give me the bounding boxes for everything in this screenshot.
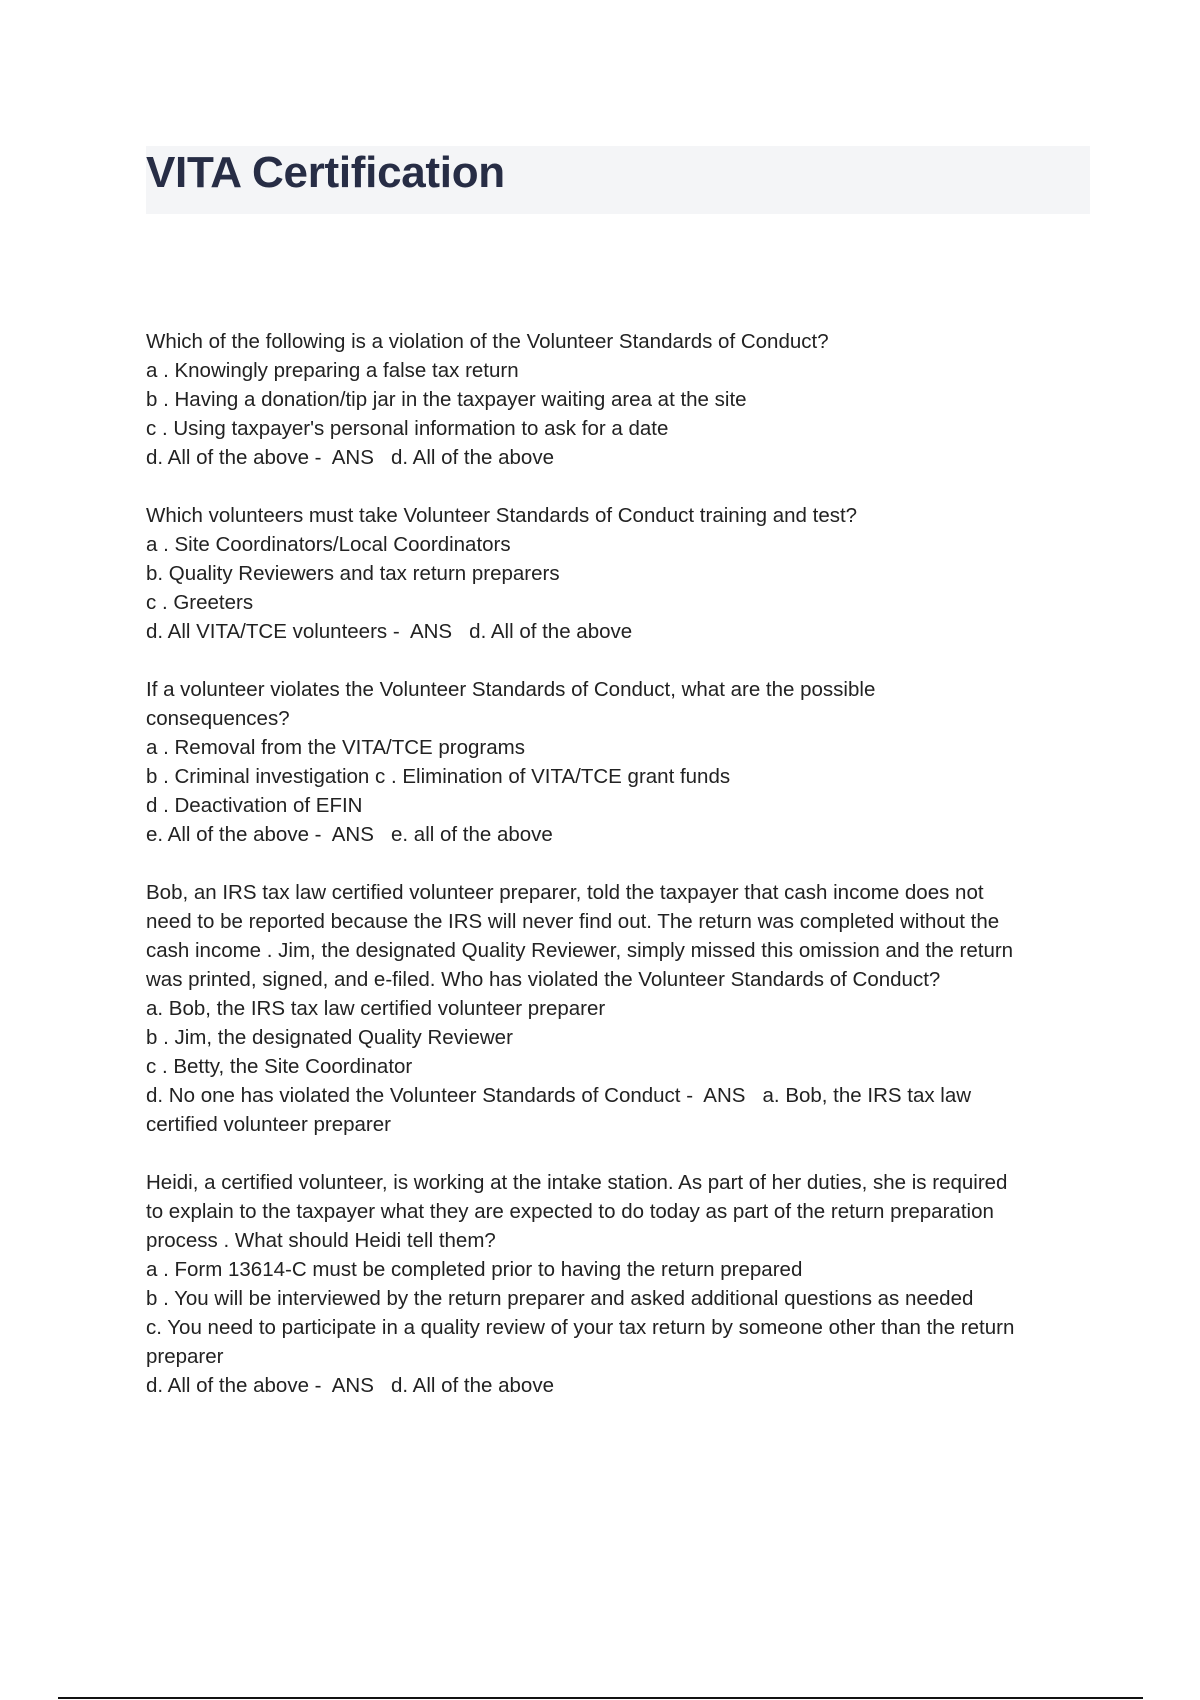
question-block [146, 675, 1096, 849]
question-text: Which volunteers must take Volunteer Standards of Conduct training and test? [146, 504, 858, 527]
answer-option: a . Site Coordinators/Local Coordinators [146, 533, 511, 556]
answer-option: b. Quality Reviewers and tax return preparers [146, 562, 560, 585]
question-block [146, 878, 1096, 1139]
question-list [146, 327, 1096, 1429]
answer-key: d. All VITA/TCE volunteers - ANS d. All of the above [146, 620, 633, 643]
question-text: was printed, signed, and e-filed. Who has violated the Volunteer Standards of Conduct? [146, 968, 941, 991]
question-block [146, 501, 1096, 646]
answer-option: b . Having a donation/tip jar in the taxpayer waiting area at the site [146, 388, 747, 411]
footer-rule [58, 1697, 1143, 1699]
question-text: If a volunteer violates the Volunteer Standards of Conduct, what are the possible [146, 678, 876, 701]
answer-option: b . You will be interviewed by the return preparer and asked additional questions as needed [146, 1287, 974, 1310]
answer-key: certified volunteer preparer [146, 1113, 391, 1136]
question-text: process . What should Heidi tell them? [146, 1229, 496, 1252]
answer-option: preparer [146, 1345, 224, 1368]
question-text: Bob, an IRS tax law certified volunteer preparer, told the taxpayer that cash income does not [146, 881, 984, 904]
question-text: Which of the following is a violation of the Volunteer Standards of Conduct? [146, 330, 829, 353]
answer-key: e. All of the above - ANS e. all of the above [146, 823, 553, 846]
question-text: Heidi, a certified volunteer, is working at the intake station. As part of her duties, she is required [146, 1171, 1008, 1194]
answer-option: a . Removal from the VITA/TCE programs [146, 736, 525, 759]
answer-key: d. All of the above - ANS d. All of the above [146, 1374, 554, 1397]
answer-option: c . Betty, the Site Coordinator [146, 1055, 413, 1078]
answer-option: d . Deactivation of EFIN [146, 794, 363, 817]
answer-option: c . Using taxpayer's personal information to ask for a date [146, 417, 669, 440]
question-text: cash income . Jim, the designated Quality Reviewer, simply missed this omission and the return [146, 939, 1014, 962]
answer-option: a . Knowingly preparing a false tax return [146, 359, 519, 382]
answer-option: b . Criminal investigation c . Elimination of VITA/TCE grant funds [146, 765, 731, 788]
question-text: need to be reported because the IRS will never find out. The return was completed without the [146, 910, 1000, 933]
answer-option: c. You need to participate in a quality review of your tax return by someone other than the return [146, 1316, 1015, 1339]
answer-option: a. Bob, the IRS tax law certified volunteer preparer [146, 997, 606, 1020]
question-text: to explain to the taxpayer what they are expected to do today as part of the return preparation [146, 1200, 994, 1223]
answer-option: b . Jim, the designated Quality Reviewer [146, 1026, 513, 1049]
question-block [146, 327, 1096, 472]
page-title: VITA Certification [146, 148, 505, 197]
question-text: consequences? [146, 707, 290, 730]
answer-key: d. All of the above - ANS d. All of the above [146, 446, 554, 469]
answer-option: c . Greeters [146, 591, 254, 614]
question-block [146, 1168, 1096, 1400]
answer-key: d. No one has violated the Volunteer Standards of Conduct - ANS a. Bob, the IRS tax law [146, 1084, 972, 1107]
answer-option: a . Form 13614-C must be completed prior to having the return prepared [146, 1258, 803, 1281]
